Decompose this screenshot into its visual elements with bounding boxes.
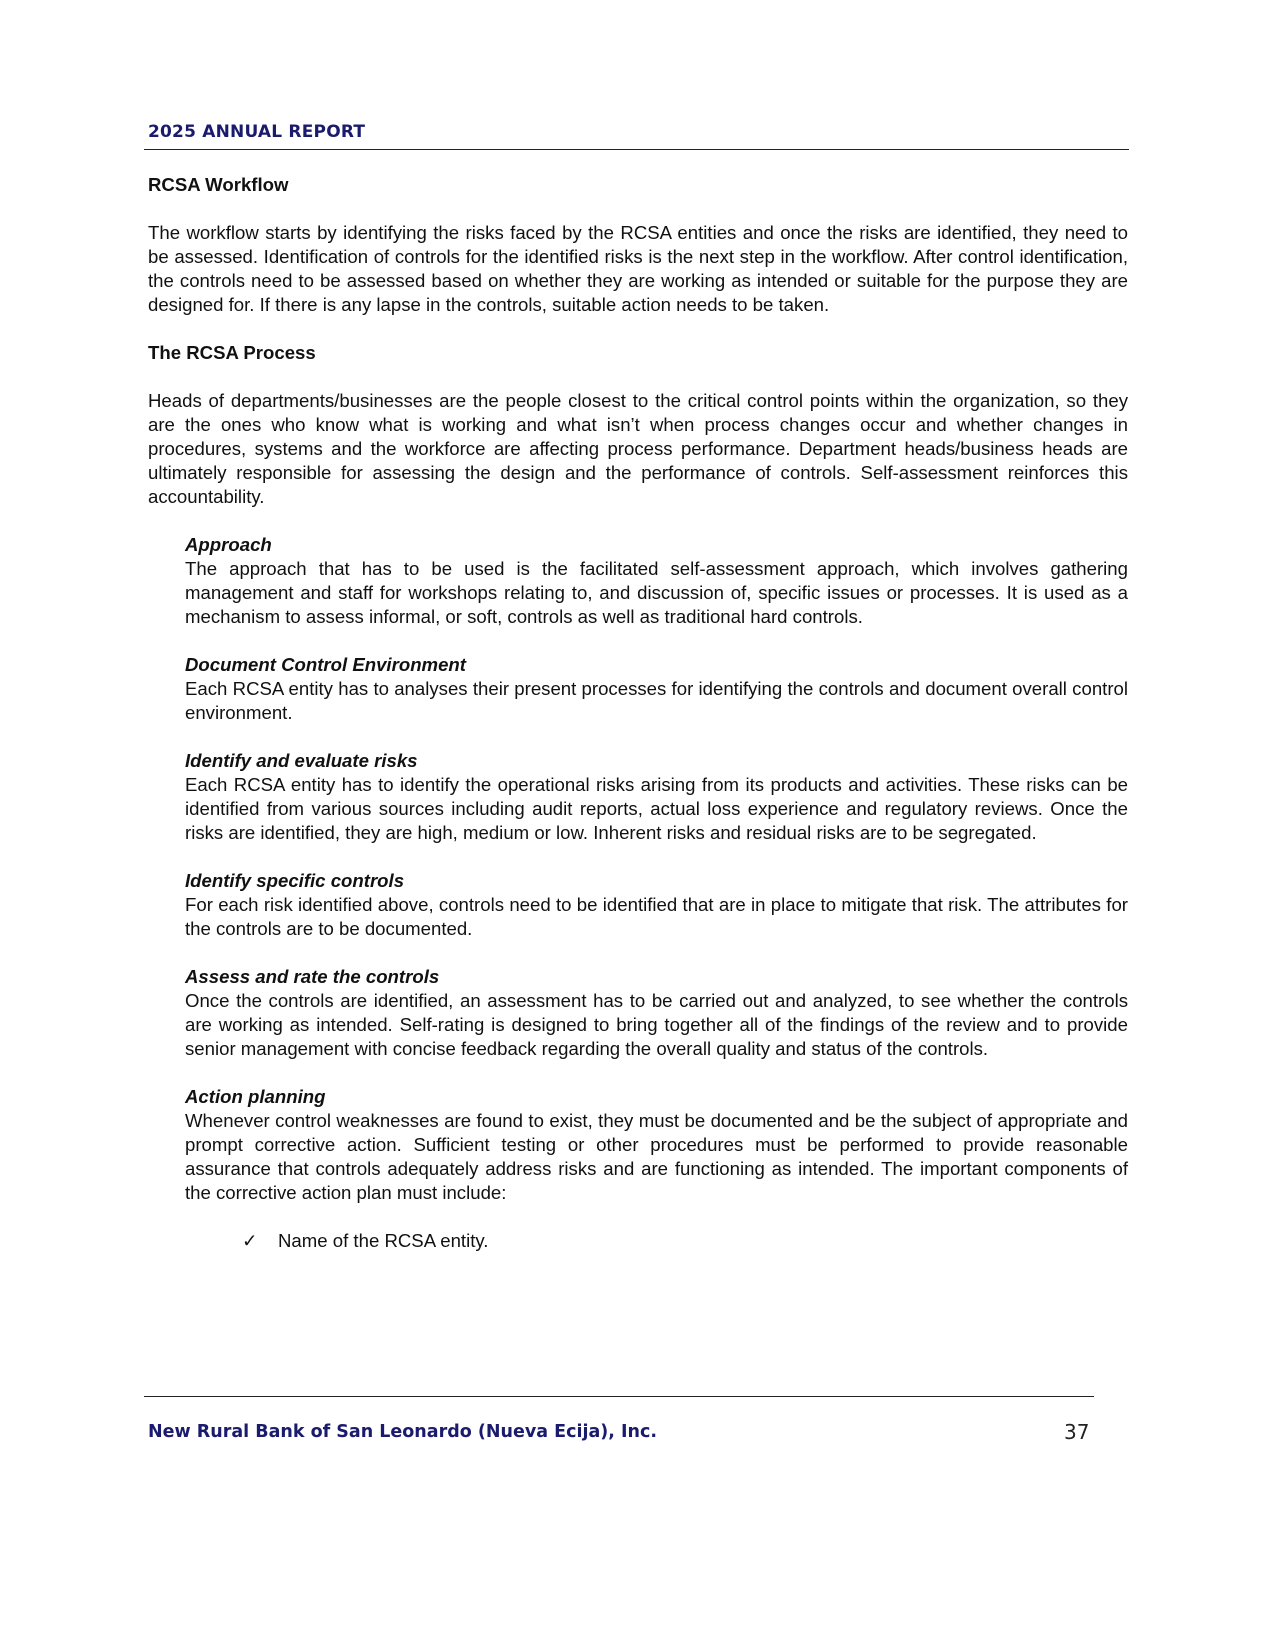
footer-organization: New Rural Bank of San Leonardo (Nueva Ecija), Inc.	[148, 1422, 657, 1442]
subsection-title: Assess and rate the controls	[185, 966, 440, 987]
paragraph-process: Heads of departments/businesses are the people closest to the critical control points within the organization, so they are the ones who know what is working and what isn’t when process changes occur and whether changes in procedures, systems and the workforce are affecting process performance. Department heads/business heads are ultimately responsible for assessing the design and the performance of controls. Self-assessment reinforces this accountability.	[148, 390, 1128, 507]
subsection-identify-evaluate-risks	[185, 749, 1128, 845]
section-heading-process: The RCSA Process	[148, 342, 316, 363]
page-body	[148, 173, 1128, 1253]
checkmark-icon: ✓	[242, 1230, 258, 1251]
subsection-action-planning	[185, 1085, 1128, 1205]
subsection-text: The approach that has to be used is the facilitated self-assessment approach, which involves gathering management and staff for workshops relating to, and discussion of, specific issues or processes. It is used as a mechanism to assess informal, or soft, controls as well as traditional hard controls.	[185, 558, 1128, 627]
footer-divider	[144, 1396, 1094, 1397]
subsection-assess-rate-controls	[185, 965, 1128, 1061]
subsection-approach	[185, 533, 1128, 629]
page-number: 37	[1064, 1420, 1090, 1444]
checklist-item	[242, 1229, 1128, 1253]
subsection-title: Action planning	[185, 1086, 326, 1107]
subsection-identify-specific-controls	[185, 869, 1128, 941]
subsection-text: Whenever control weaknesses are found to exist, they must be documented and be the subject of appropriate and prompt corrective action. Sufficient testing or other procedures must be performed to provide reasonable assurance that controls adequately address risks and are functioning as intended. The important components of the corrective action plan must include:	[185, 1110, 1128, 1203]
paragraph-workflow: The workflow starts by identifying the risks faced by the RCSA entities and once the risks are identified, they need to be assessed. Identification of controls for the identified risks is the next step in the workflow. After control identification, the controls need to be assessed based on whether they are working as intended or suitable for the purpose they are designed for. If there is any lapse in the controls, suitable action needs to be taken.	[148, 222, 1128, 315]
subsection-title: Document Control Environment	[185, 654, 466, 675]
subsection-title: Approach	[185, 534, 272, 555]
subsection-text: Each RCSA entity has to identify the operational risks arising from its products and activities. These risks can be identified from various sources including audit reports, actual loss experience and regulatory reviews. Once the risks are identified, they are high, medium or low. Inherent risks and residual risks are to be segregated.	[185, 774, 1128, 843]
subsection-text: Each RCSA entity has to analyses their present processes for identifying the controls and document overall control environment.	[185, 678, 1128, 723]
subsection-text: Once the controls are identified, an assessment has to be carried out and analyzed, to see whether the controls are working as intended. Self-rating is designed to bring together all of the findings of the review and to provide senior management with concise feedback regarding the overall quality and status of the controls.	[185, 990, 1128, 1059]
subsection-document-control-environment	[185, 653, 1128, 725]
checklist-item-text: Name of the RCSA entity.	[278, 1230, 489, 1251]
header-divider	[144, 149, 1129, 150]
subsection-title: Identify specific controls	[185, 870, 405, 891]
report-header-title: 2025 ANNUAL REPORT	[148, 122, 366, 142]
section-heading-workflow: RCSA Workflow	[148, 174, 289, 195]
subsection-text: For each risk identified above, controls need to be identified that are in place to mitigate that risk. The attributes for the controls are to be documented.	[185, 894, 1128, 939]
subsection-title: Identify and evaluate risks	[185, 750, 418, 771]
